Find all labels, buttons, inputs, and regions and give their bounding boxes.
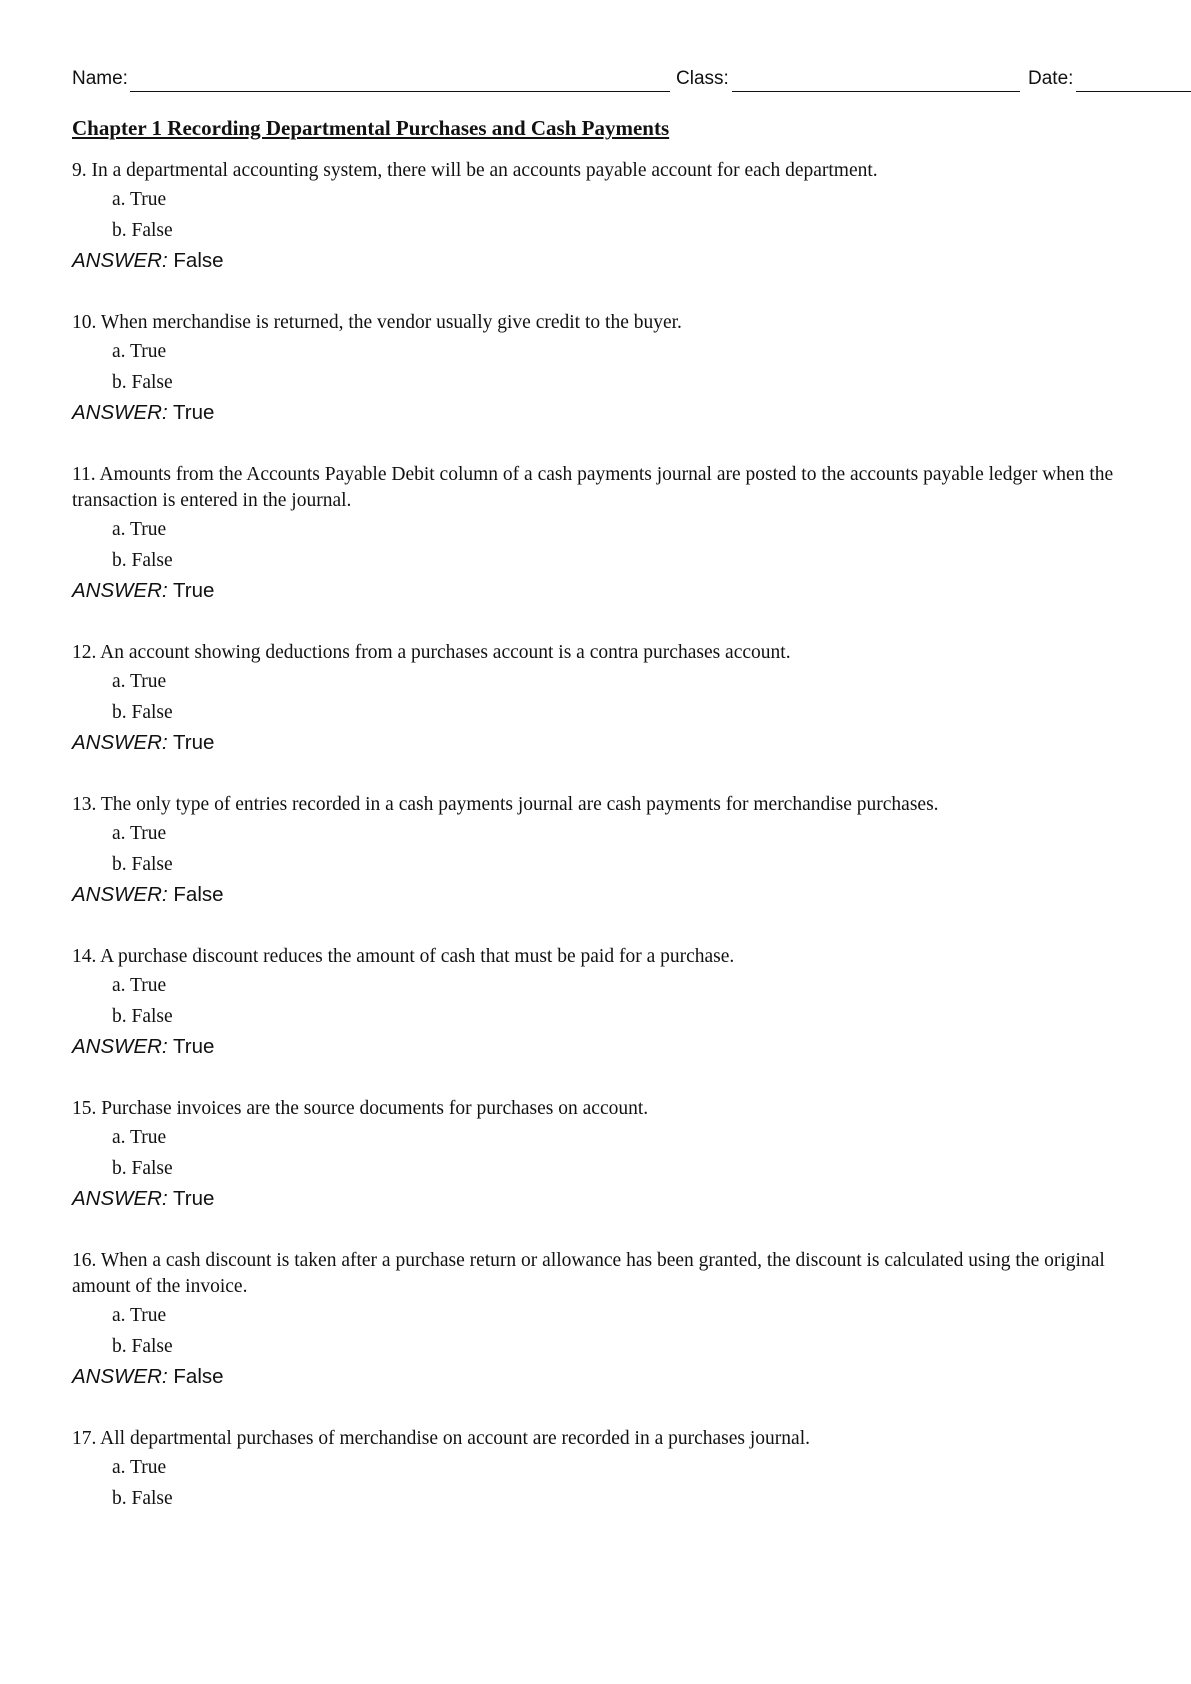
- answer-option: a. True: [112, 1305, 167, 1326]
- question-item: [72, 1248, 1147, 1392]
- answer-option: b. False: [112, 372, 173, 393]
- question-item: [72, 1096, 1147, 1214]
- answer-value: False: [173, 249, 224, 272]
- answer-line: [72, 1184, 1147, 1214]
- answer-label: ANSWER:: [72, 579, 168, 602]
- question-text: 15. Purchase invoices are the source documents for purchases on account.: [72, 1098, 649, 1119]
- answer-option: a. True: [112, 189, 167, 210]
- answer-label: ANSWER:: [72, 731, 168, 754]
- answer-option: a. True: [112, 823, 167, 844]
- question-text: 17. All departmental purchases of merchandise on account are recorded in a purchases journal.: [72, 1428, 811, 1449]
- header-fields: [72, 68, 1162, 98]
- answer-value: True: [173, 579, 215, 602]
- question-text: 10. When merchandise is returned, the vendor usually give credit to the buyer.: [72, 312, 682, 333]
- answer-line: [72, 246, 1147, 276]
- name-label: Name:: [72, 68, 128, 89]
- answer-option: a. True: [112, 519, 167, 540]
- answer-option: a. True: [112, 1127, 167, 1148]
- answer-label: ANSWER:: [72, 1365, 168, 1388]
- answer-value: False: [173, 883, 224, 906]
- date-label: Date:: [1028, 68, 1074, 89]
- question-text: 9. In a departmental accounting system, there will be an accounts payable account for each department.: [72, 160, 878, 181]
- answer-line: [72, 1032, 1147, 1062]
- answer-option: a. True: [112, 671, 167, 692]
- answer-line: [72, 880, 1147, 910]
- answer-label: ANSWER:: [72, 1035, 168, 1058]
- answer-option: b. False: [112, 550, 173, 571]
- class-label: Class:: [676, 68, 729, 89]
- question-item: [72, 310, 1147, 428]
- question-item: [72, 462, 1147, 606]
- question-item: [72, 158, 1147, 276]
- answer-option: b. False: [112, 1158, 173, 1179]
- answer-label: ANSWER:: [72, 1187, 168, 1210]
- answer-line: [72, 1362, 1147, 1392]
- name-field-line: [130, 91, 670, 92]
- question-item: [72, 792, 1147, 910]
- question-text: 11. Amounts from the Accounts Payable Debit column of a cash payments journal are posted to the accounts payable ledger when the transaction is entered in the journal.: [72, 464, 1114, 511]
- answer-line: [72, 728, 1147, 758]
- question-item: [72, 1426, 1147, 1514]
- answer-line: [72, 398, 1147, 428]
- question-text: 12. An account showing deductions from a purchases account is a contra purchases account.: [72, 642, 791, 663]
- answer-label: ANSWER:: [72, 401, 168, 424]
- page-title: Chapter 1 Recording Departmental Purchases and Cash Payments: [72, 116, 670, 140]
- date-field-line: [1076, 91, 1191, 92]
- answer-line: [72, 576, 1147, 606]
- question-text: 16. When a cash discount is taken after a purchase return or allowance has been granted, the discount is calculated using the original amount of the invoice.: [72, 1250, 1105, 1297]
- answer-option: b. False: [112, 220, 173, 241]
- question-text: 14. A purchase discount reduces the amount of cash that must be paid for a purchase.: [72, 946, 735, 967]
- answer-label: ANSWER:: [72, 883, 168, 906]
- question-item: [72, 640, 1147, 758]
- answer-value: True: [173, 731, 215, 754]
- answer-option: a. True: [112, 975, 167, 996]
- answer-option: a. True: [112, 1457, 167, 1478]
- answer-option: b. False: [112, 1006, 173, 1027]
- answer-value: True: [173, 1035, 215, 1058]
- answer-option: b. False: [112, 1336, 173, 1357]
- answer-value: True: [173, 401, 215, 424]
- answer-option: b. False: [112, 1488, 173, 1509]
- answer-value: False: [173, 1365, 224, 1388]
- answer-label: ANSWER:: [72, 249, 168, 272]
- answer-value: True: [173, 1187, 215, 1210]
- answer-option: b. False: [112, 702, 173, 723]
- class-field-line: [732, 91, 1020, 92]
- question-item: [72, 944, 1147, 1062]
- answer-option: b. False: [112, 854, 173, 875]
- question-list: [72, 158, 1147, 1548]
- answer-option: a. True: [112, 341, 167, 362]
- question-text: 13. The only type of entries recorded in a cash payments journal are cash payments for merchandise purchases.: [72, 794, 939, 815]
